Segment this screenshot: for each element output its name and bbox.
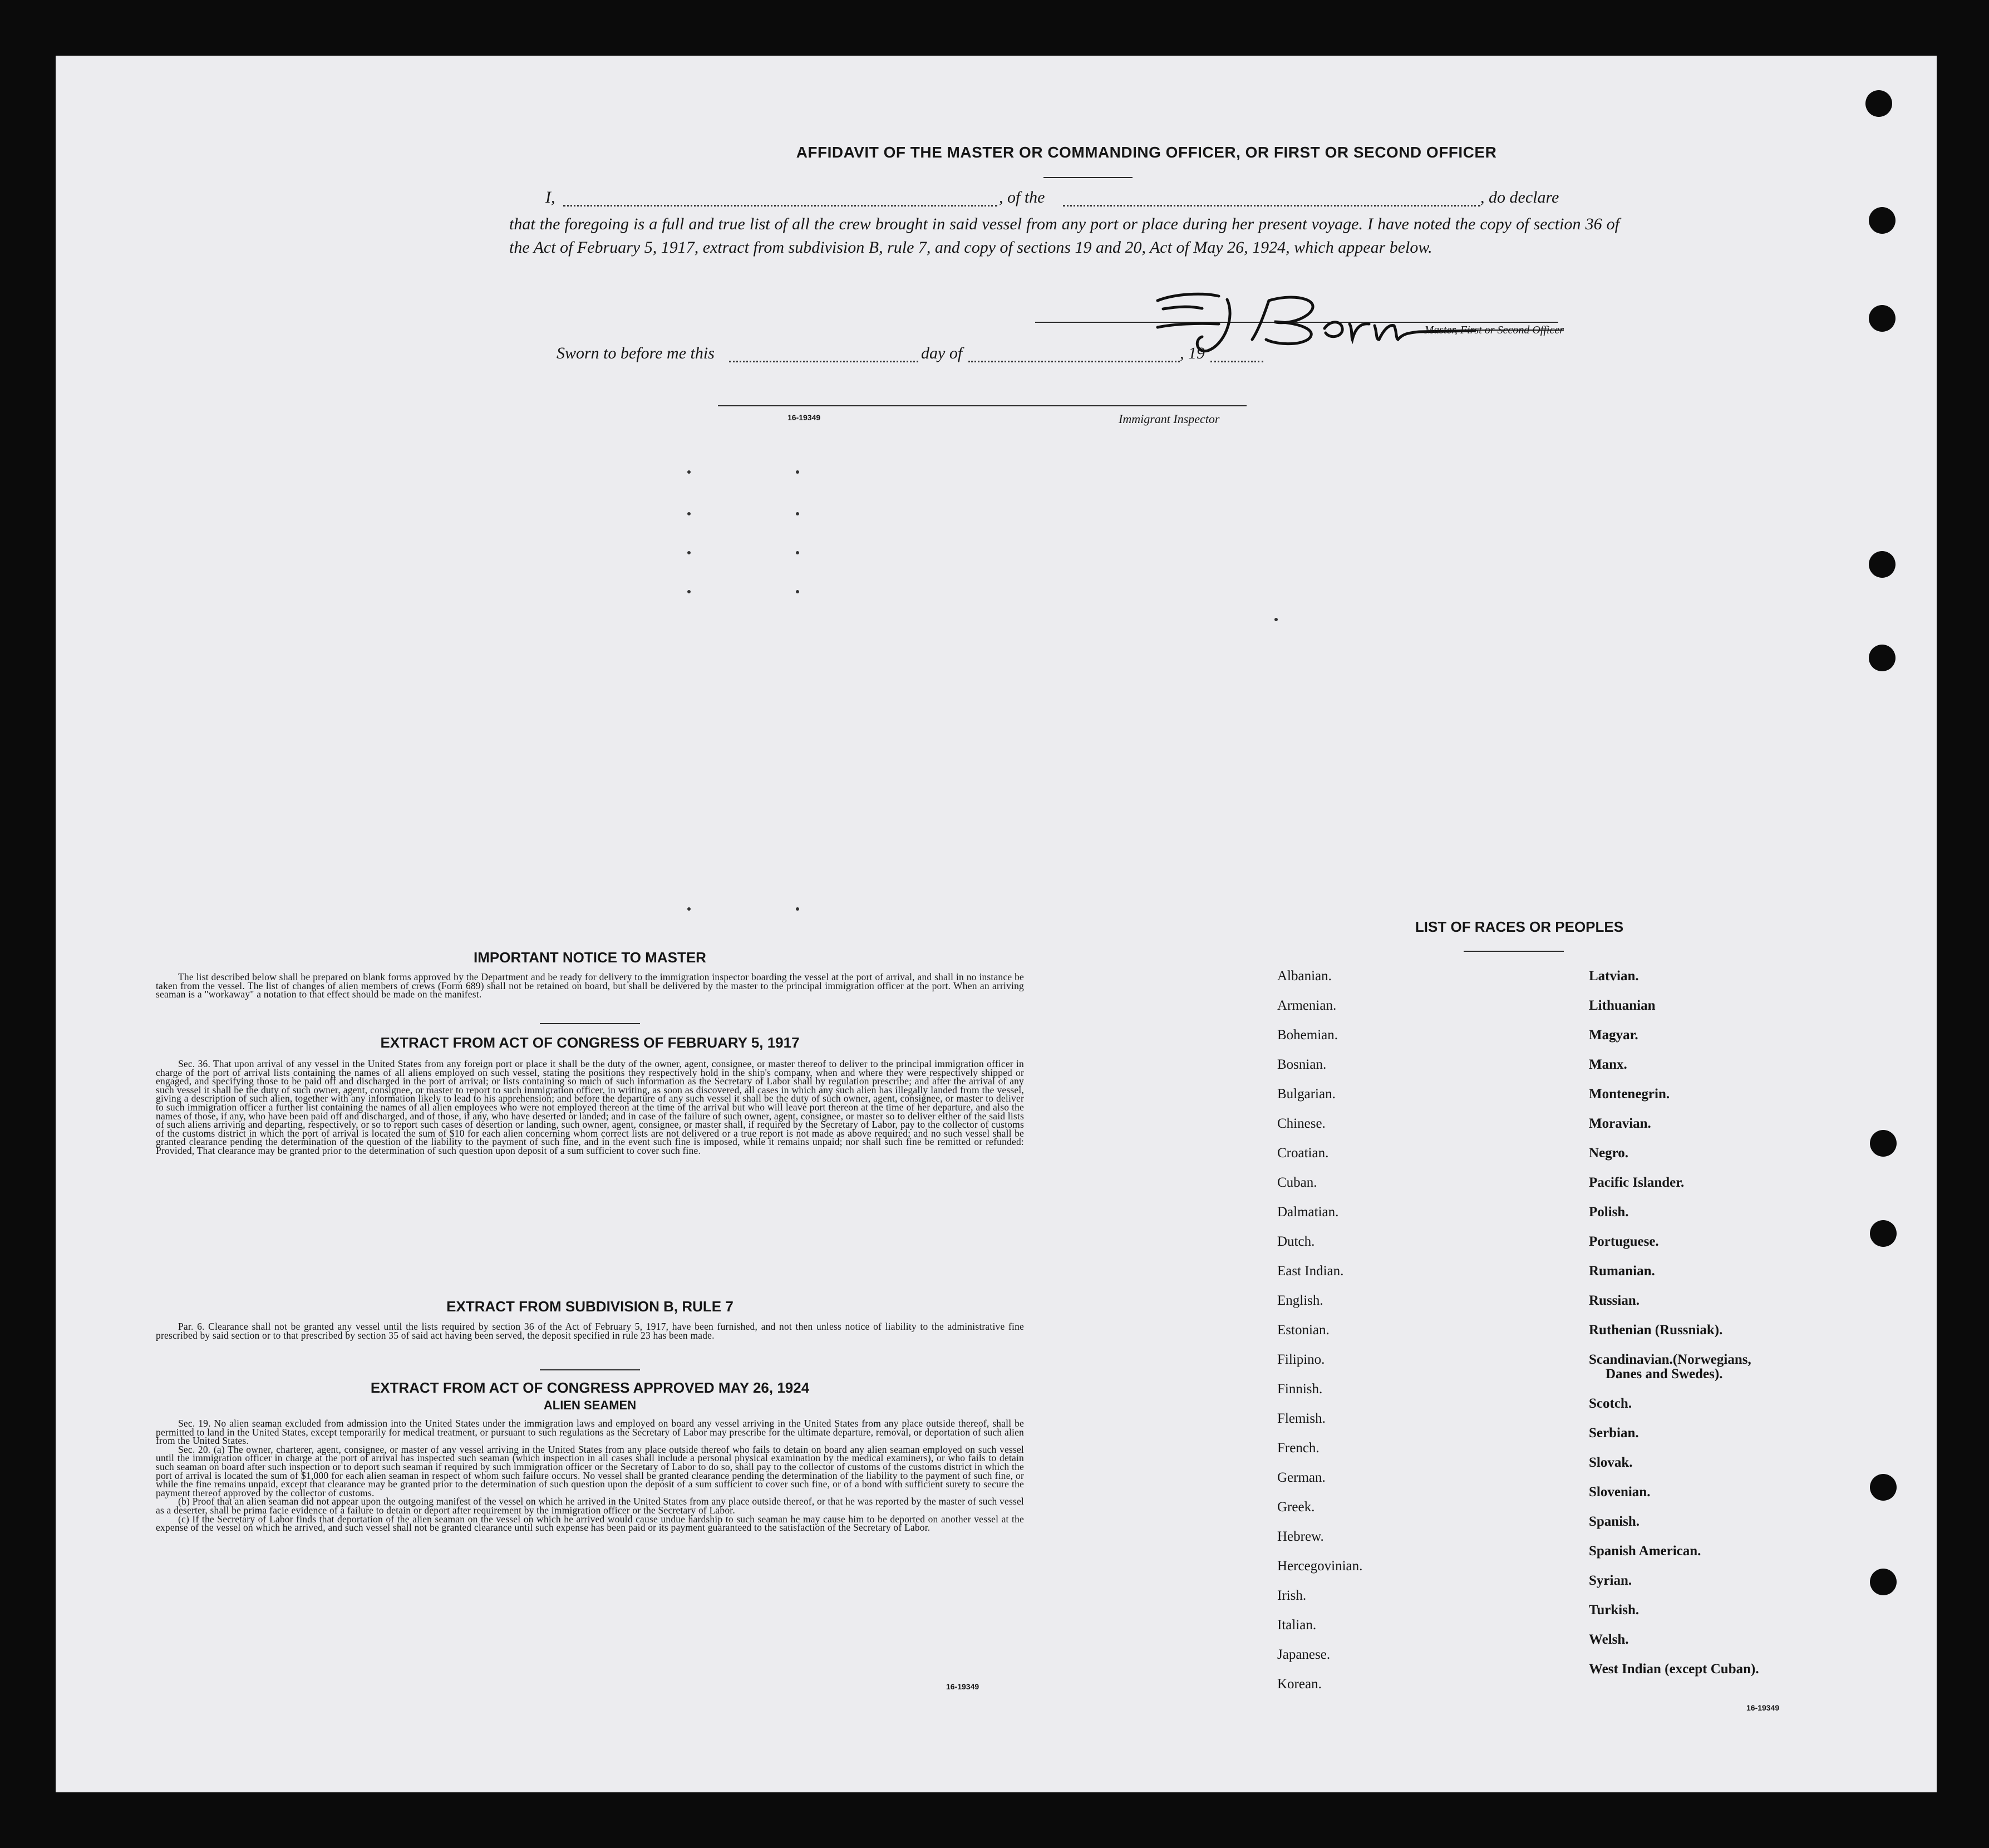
- race-item: Russian.: [1589, 1293, 1640, 1308]
- race-item: Magyar.: [1589, 1028, 1638, 1043]
- binder-hole: [1870, 1130, 1897, 1157]
- race-item: Cuban.: [1277, 1175, 1317, 1190]
- race-item: Hercegovinian.: [1277, 1559, 1363, 1574]
- race-item: English.: [1277, 1293, 1323, 1308]
- left-form-number: 16-19349: [946, 1682, 979, 1691]
- race-item: Negro.: [1589, 1146, 1629, 1161]
- of-the-label: , of the: [999, 188, 1045, 207]
- race-item: Polish.: [1589, 1205, 1629, 1220]
- sworn-label: Sworn to before me this: [557, 344, 715, 362]
- race-item: Bohemian.: [1277, 1028, 1338, 1043]
- race-item: Spanish American.: [1589, 1544, 1701, 1559]
- extract-1917-title: EXTRACT FROM ACT OF CONGRESS OF FEBRUARY 5, 1917: [380, 1034, 800, 1051]
- binder-hole: [1869, 645, 1896, 671]
- race-item: Latvian.: [1589, 969, 1639, 984]
- do-declare-label: , do declare: [1480, 188, 1559, 207]
- rule7-paragraph: Par. 6. Clearance shall not be granted any vessel until the lists required by section 36 of the Act of February 5, 1917, have been furnished, and not then unless notice of liability to the administrative fine prescribed by said section or to that prescribed by section 35 of said act having been served, the deposit specified in rule 23 has been made.: [156, 1321, 1024, 1341]
- race-item: Portuguese.: [1589, 1234, 1659, 1249]
- extract-1917-text: [156, 1060, 1024, 1156]
- binder-hole: [1870, 1569, 1897, 1595]
- race-item: Armenian.: [1277, 998, 1337, 1013]
- sworn-day-blank: [729, 361, 918, 362]
- name-blank: [563, 205, 997, 207]
- document-page: [56, 56, 1937, 1792]
- alien-seamen-subtitle: ALIEN SEAMEN: [543, 1398, 637, 1412]
- race-item: Estonian.: [1277, 1323, 1330, 1338]
- rule7-text: [156, 1323, 1024, 1340]
- affidavit-line-1: [545, 188, 1619, 212]
- day-of-label: day of: [921, 344, 963, 362]
- race-item: Flemish.: [1277, 1411, 1326, 1426]
- sec19-paragraph: Sec. 19. No alien seaman excluded from admission into the United States under the immigration laws and employed on board any vessel arriving in the United States from any place outside thereof, shall be permitted to land in the United States, except temporarily for medical treatment, or pursuant to such regulations as the Secretary of Labor may prescribe for the ultimate departure, removal, or deportation of such alien from the United States.: [156, 1418, 1024, 1447]
- sec20a-paragraph: Sec. 20. (a) The owner, charterer, agent, consignee, or master of any vessel arriving in the United States from any place outside thereof who fails to detain on board any alien seaman employed on such vessel until the immigration officer in charge at the port of arrival has inspected such seaman (which inspection in all cases shall include a personal physical examination by the medical examiners), or who fails to detain such seaman on board after such inspection or to deport such seaman if required by such immigration officer or the Secretary of Labor to do so, shall pay to the collector of customs of the customs district in which the port of arrival is located the sum of $1,000 for each alien seaman in respect of whom such failure occurs. No vessel shall be granted clearance pending the determination of the liability to the payment of such fine, or while the fine remains unpaid, except that clearance may be granted prior to the determination of such question upon the deposit of a sum sufficient to cover such fine, or of a bond with sufficient surety to secure the payment thereof approved by the collector of customs.: [156, 1443, 1024, 1498]
- sworn-line: [557, 344, 1336, 367]
- race-item: Scandinavian.(Norwegians,: [1589, 1352, 1751, 1367]
- races-title: LIST OF RACES OR PEOPLES: [1415, 918, 1624, 935]
- races-form-number: 16-19349: [1746, 1703, 1780, 1712]
- race-item: Moravian.: [1589, 1116, 1651, 1131]
- races-title-rule: [1464, 951, 1564, 952]
- binder-hole: [1865, 90, 1892, 117]
- race-item: Turkish.: [1589, 1603, 1640, 1618]
- signer-title-struck: First or Second Officer: [1460, 324, 1564, 336]
- race-item: Filipino.: [1277, 1352, 1325, 1367]
- race-item: Japanese.: [1277, 1647, 1331, 1662]
- race-item: Korean.: [1277, 1677, 1322, 1692]
- inspector-label: Immigrant Inspector: [1119, 412, 1220, 426]
- year-label: , 19: [1180, 344, 1205, 362]
- affidavit-form-number: 16-19349: [787, 413, 821, 422]
- notice-text: [156, 973, 1024, 999]
- signer-title-master: Master,: [1424, 324, 1458, 336]
- rule7-title: EXTRACT FROM SUBDIVISION B, RULE 7: [446, 1298, 733, 1315]
- race-item: German.: [1277, 1470, 1326, 1485]
- extract-1917-paragraph: Sec. 36. That upon arrival of any vessel in the United States from any foreign port or place it shall be the duty of the owner, agent, consignee, or master thereof to deliver to the principal immigration officer in charge of the port of arrival lists containing the names of all aliens employed on such vessel, stating the positions they respectively hold in the ship's company, when and where they were respectively shipped or engaged, and specifying those to be paid off and discharged in the port of arrival; or lists containing so much of such information as the Secretary of Labor shall by regulation prescribe; and after the arrival of any such vessel it shall be the duty of such owner, agent, consignee, or master to report to such immigration officer, in writing, as soon as discovered, all cases in which any such alien has illegally landed from the vessel, giving a description of such alien, together with any information likely to lead to his apprehension; and before the departure of any such vessel it shall be the duty of such owner, agent, consignee, or master to deliver to such immigration officer a further list containing the names of all alien employees who were not employed thereon at the time of the arrival but who will leave port thereon at the time of her departure, and also the names of those, if any, who have been paid off and discharged, and of those, if any, who have deserted or landed; and in case of the failure of such owner, agent, consignee, or master so to deliver either of the said lists of such aliens arriving and departing, respectively, or so to report such cases of desertion or landing, such owner, agent, consignee, or master shall, if required by the Secretary of Labor, pay to the collector of customs of the customs district in which the port of arrival is located the sum of $10 for each alien concerning whom correct lists are not delivered or a true report is not made as above required; and no such vessel shall be granted clearance pending the determination of the question of the liability to the payment of such fine, and in the event such fine is imposed, while it remains unpaid; nor shall such fine be remitted or refunded: Provided, That clearance may be granted prior to the determination of such question upon deposit of a sum sufficient to cover such fine.: [156, 1058, 1024, 1156]
- race-item: Syrian.: [1589, 1573, 1632, 1588]
- race-item: Slovenian.: [1589, 1485, 1651, 1500]
- race-item: Irish.: [1277, 1588, 1307, 1603]
- race-item: Slovak.: [1589, 1455, 1633, 1470]
- race-item: Chinese.: [1277, 1116, 1326, 1131]
- binder-hole: [1870, 1474, 1897, 1501]
- race-item: Montenegrin.: [1589, 1087, 1670, 1102]
- race-item: Finnish.: [1277, 1382, 1323, 1397]
- extract-1924-title: EXTRACT FROM ACT OF CONGRESS APPROVED MAY 26, 1924: [370, 1379, 810, 1396]
- affidavit-title: AFFIDAVIT OF THE MASTER OR COMMANDING OFFICER, OR FIRST OR SECOND OFFICER: [796, 144, 1497, 161]
- inspector-line: [718, 405, 1247, 406]
- race-item: Pacific Islander.: [1589, 1175, 1685, 1190]
- race-item: Serbian.: [1589, 1426, 1639, 1441]
- race-item: Bulgarian.: [1277, 1087, 1336, 1102]
- race-item: Croatian.: [1277, 1146, 1329, 1161]
- sworn-month-blank: [968, 361, 1180, 362]
- race-item: East Indian.: [1277, 1264, 1344, 1279]
- race-item: Hebrew.: [1277, 1529, 1324, 1544]
- race-item: Albanian.: [1277, 969, 1332, 984]
- signer-title: [1363, 324, 1564, 337]
- extract-1924-text: [156, 1419, 1024, 1532]
- affidavit-i-label: I,: [545, 188, 555, 207]
- race-item: Rumanian.: [1589, 1264, 1655, 1279]
- race-item: Ruthenian (Russniak).: [1589, 1323, 1723, 1338]
- race-item: Greek.: [1277, 1500, 1315, 1515]
- title-rule: [1043, 177, 1133, 178]
- race-item: Dalmatian.: [1277, 1205, 1339, 1220]
- notice-paragraph: The list described below shall be prepared on blank forms approved by the Department and be ready for delivery to the immigration inspector boarding the vessel at the port of arrival, and shall in no instance be taken from the vessel. The list of changes of alien members of crews (Form 689) shall not be retained on board, but shall be delivered by the master to the principal immigration officer at the port. When an arriving seaman is a "workaway" a notation to that effect should be made on the manifest.: [156, 971, 1024, 1000]
- sworn-year-blank: [1210, 361, 1263, 362]
- sec20c-paragraph: (c) If the Secretary of Labor finds that deportation of the alien seaman on the vessel on which he arrived would cause undue hardship to such seaman he may cause him to be deported on another vessel at the expense of the vessel on which he arrived, and such vessel shall not be granted clearance until such expense has been paid or its payment guaranteed to the satisfaction of the Secretary of Labor.: [156, 1513, 1024, 1534]
- race-item: Welsh.: [1589, 1632, 1629, 1647]
- binder-hole: [1870, 1220, 1897, 1247]
- race-item: Danes and Swedes).: [1606, 1367, 1723, 1382]
- binder-hole: [1869, 551, 1896, 578]
- race-item: Scotch.: [1589, 1396, 1632, 1411]
- sec20b-paragraph: (b) Proof that an alien seaman did not appear upon the outgoing manifest of the vessel on which he arrived in the United States from any place outside thereof, or that he was reported by the master of such vessel as a deserter, shall be prima facie evidence of a failure to detain or deport after requirement by the immigration officer or the Secretary of Labor.: [156, 1496, 1024, 1516]
- binder-hole: [1869, 305, 1896, 332]
- race-item: West Indian (except Cuban).: [1589, 1662, 1759, 1677]
- notice-title: IMPORTANT NOTICE TO MASTER: [474, 949, 706, 966]
- race-item: French.: [1277, 1441, 1320, 1456]
- affidavit-body: that the foregoing is a full and true list of all the crew brought in said vessel from any port or place during her present voyage. I have noted the copy of section 36 of the Act of February 5, 1917, extract from subdivision B, rule 7, and copy of sections 19 and 20, Act of May 26, 1924, which appear below.: [509, 215, 1619, 257]
- race-item: Dutch.: [1277, 1234, 1315, 1249]
- section-rule: [540, 1369, 640, 1370]
- vessel-blank: [1063, 205, 1480, 207]
- race-item: Italian.: [1277, 1618, 1317, 1633]
- race-item: Lithuanian: [1589, 998, 1656, 1013]
- race-item: Spanish.: [1589, 1514, 1640, 1529]
- section-rule: [540, 1023, 640, 1024]
- race-item: Manx.: [1589, 1057, 1627, 1072]
- race-item: Bosnian.: [1277, 1057, 1327, 1072]
- binder-hole: [1869, 207, 1896, 234]
